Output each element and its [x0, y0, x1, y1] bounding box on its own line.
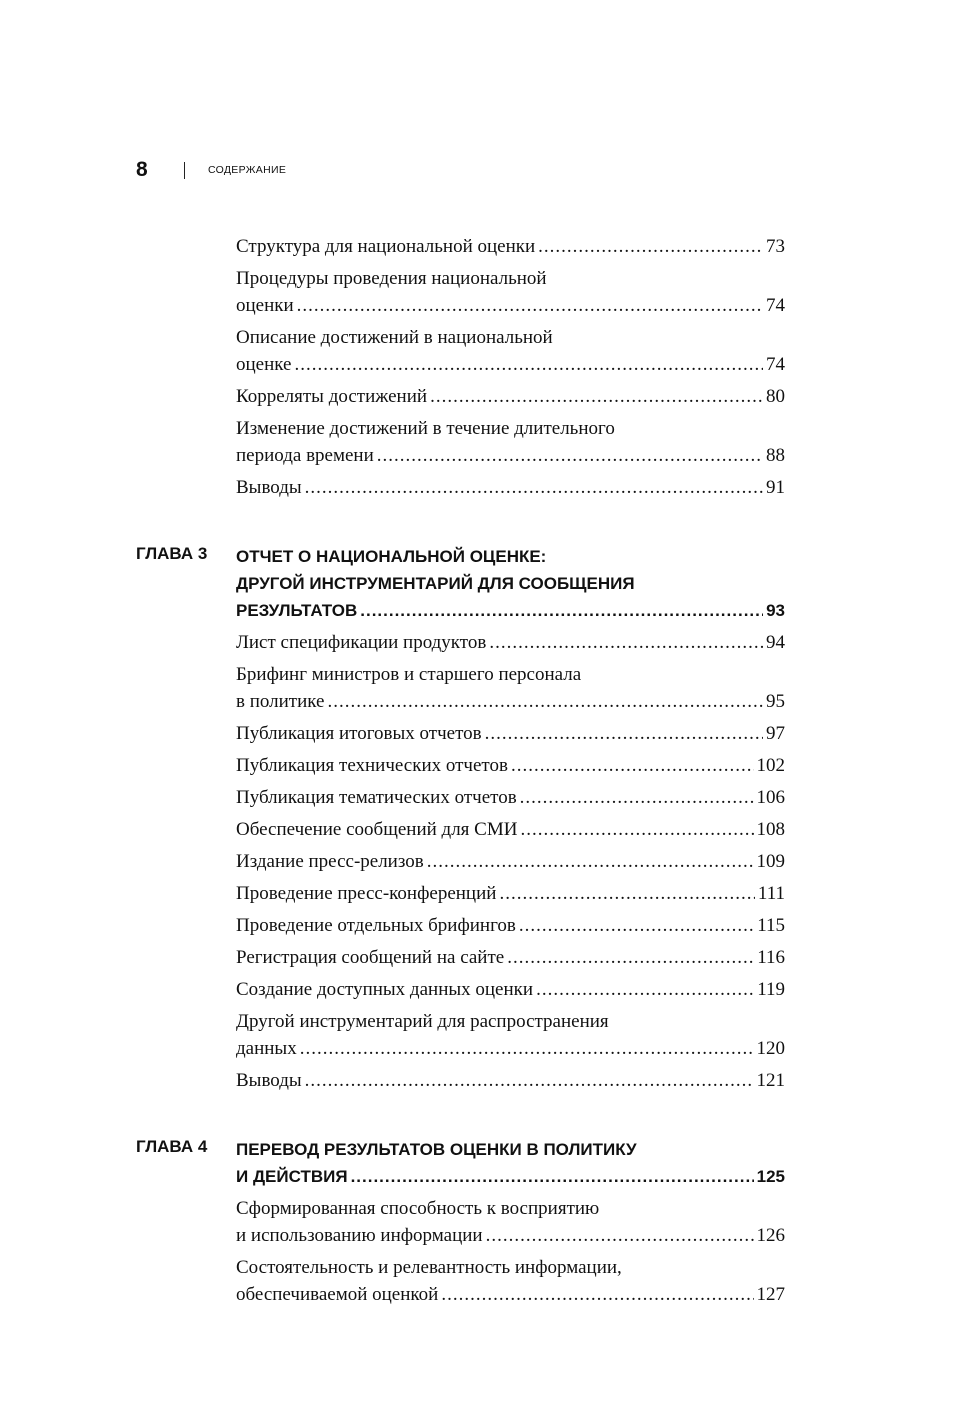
page-ref: 125 [756, 1167, 785, 1186]
header-divider [184, 162, 185, 179]
dot-leader [489, 629, 763, 656]
page-ref: 74 [766, 295, 785, 316]
toc-entry [236, 263, 785, 322]
chapter-block [0, 1134, 975, 1311]
running-head [136, 155, 286, 185]
page-ref: 126 [756, 1225, 785, 1246]
toc-entry-last-line [236, 383, 785, 410]
toc-entry-last-line [236, 816, 785, 843]
page-ref: 127 [756, 1284, 785, 1305]
chapter-title-text: РЕЗУЛЬТАТОВ [236, 601, 358, 620]
dot-leader [430, 383, 763, 410]
toc-entry-text: в политике [236, 691, 325, 712]
page-ref: 95 [766, 691, 785, 712]
page-ref: 108 [756, 819, 785, 840]
dot-leader [485, 720, 763, 747]
toc-entry [236, 381, 785, 413]
dot-leader [305, 474, 763, 501]
chapter-title-text: И ДЕЙСТВИЯ [236, 1167, 348, 1186]
section-title: СОДЕРЖАНИЕ [208, 164, 287, 176]
page-ref: 115 [757, 915, 785, 936]
toc-entry-text: Публикация тематических отчетов [236, 787, 517, 808]
page-ref: 91 [766, 477, 785, 498]
page-ref: 74 [766, 354, 785, 375]
chapter-title-last-line [236, 1163, 785, 1190]
toc-entry [236, 718, 785, 750]
toc-entry-text: Выводы [236, 477, 302, 498]
toc-entry-last-line [236, 944, 785, 971]
toc-entry-line: Брифинг министров и старшего персонала [236, 664, 582, 685]
toc-entry-last-line [236, 912, 785, 939]
toc-entry [236, 910, 785, 942]
chapter-label: ГЛАВА 3 [136, 544, 208, 563]
chapter-title [236, 541, 785, 627]
toc-entry-line: Процедуры проведения национальной [236, 268, 547, 289]
dot-leader [297, 292, 763, 319]
dot-leader [441, 1281, 753, 1308]
page-ref: 119 [757, 979, 785, 1000]
toc-entry-last-line [236, 1281, 785, 1308]
toc-entry [236, 1006, 785, 1065]
page-ref: 93 [766, 601, 785, 620]
dot-leader [507, 944, 754, 971]
toc-entry [236, 814, 785, 846]
page-ref: 80 [766, 386, 785, 407]
dot-leader [520, 816, 753, 843]
toc-entry-text: данных [236, 1038, 297, 1059]
toc-entry [236, 846, 785, 878]
page-ref: 116 [757, 947, 785, 968]
toc-entry [236, 750, 785, 782]
toc-entry-line: Сформированная способность к восприятию [236, 1198, 600, 1219]
toc-entry [236, 472, 785, 504]
toc-entry [236, 1252, 785, 1311]
dot-leader [377, 442, 763, 469]
page-ref: 94 [766, 632, 785, 653]
dot-leader [538, 233, 763, 260]
dot-leader [360, 597, 763, 624]
dot-leader [486, 1222, 754, 1249]
toc-entry-line: Состоятельность и релевантность информации, [236, 1257, 622, 1278]
toc-entry-last-line [236, 720, 785, 747]
toc-entry [236, 974, 785, 1006]
dot-leader [536, 976, 754, 1003]
dot-leader [519, 912, 754, 939]
page-ref: 111 [757, 883, 785, 904]
dot-leader [351, 1163, 754, 1190]
toc-entry-last-line [236, 292, 785, 319]
toc-entry-text: оценке [236, 354, 292, 375]
page-ref: 106 [756, 787, 785, 808]
toc-entry-text: Структура для национальной оценки [236, 236, 536, 257]
dot-leader [520, 784, 754, 811]
page-ref: 97 [766, 723, 785, 744]
chapter-label: ГЛАВА 4 [136, 1137, 208, 1156]
dot-leader [511, 752, 754, 779]
toc-entry-last-line [236, 474, 785, 501]
toc-entry-last-line [236, 1067, 785, 1094]
page-ref: 88 [766, 445, 785, 466]
toc-entry-text: Публикация технических отчетов [236, 755, 508, 776]
dot-leader [427, 848, 754, 875]
toc-entry-last-line [236, 752, 785, 779]
chapter-title-line: ДРУГОЙ ИНСТРУМЕНТАРИЙ ДЛЯ СООБЩЕНИЯ [236, 574, 635, 593]
page-number: 8 [136, 158, 148, 181]
toc-entry-last-line [236, 629, 785, 656]
toc-entry-line: Изменение достижений в течение длительного [236, 418, 615, 439]
chapter-block [0, 541, 975, 1097]
toc-entry [236, 782, 785, 814]
chapter-title [236, 1134, 785, 1193]
toc-entry-last-line [236, 442, 785, 469]
page-ref: 109 [756, 851, 785, 872]
toc-entry-line: Другой инструментарий для распространения [236, 1011, 609, 1032]
page-ref: 102 [756, 755, 785, 776]
dot-leader [294, 351, 763, 378]
toc-entry-last-line [236, 848, 785, 875]
page-ref: 121 [756, 1070, 785, 1091]
toc-entry [236, 659, 785, 718]
chapter-title-last-line [236, 597, 785, 624]
toc-entry [236, 878, 785, 910]
toc-entry-text: Издание пресс-релизов [236, 851, 424, 872]
toc-entry-last-line [236, 784, 785, 811]
toc-entry-text: обеспечиваемой оценкой [236, 1284, 439, 1305]
toc-entry-text: Выводы [236, 1070, 302, 1091]
toc-entry-text: периода времени [236, 445, 374, 466]
toc-entry-last-line [236, 351, 785, 378]
toc-entry [236, 1193, 785, 1252]
chapter-title-line: ПЕРЕВОД РЕЗУЛЬТАТОВ ОЦЕНКИ В ПОЛИТИКУ [236, 1140, 637, 1159]
toc-entry-line: Описание достижений в национальной [236, 327, 553, 348]
page-ref: 120 [756, 1038, 785, 1059]
intro-entries [0, 231, 975, 504]
toc-entry [236, 231, 785, 263]
dot-leader [499, 880, 754, 907]
toc-entry-last-line [236, 1222, 785, 1249]
toc-entry-text: Корреляты достижений [236, 386, 428, 407]
toc-entry-last-line [236, 688, 785, 715]
dot-leader [300, 1035, 754, 1062]
toc-entry-text: Регистрация сообщений на сайте [236, 947, 505, 968]
toc-entry-text: оценки [236, 295, 294, 316]
toc-entry-text: Публикация итоговых отчетов [236, 723, 482, 744]
dot-leader [327, 688, 763, 715]
dot-leader [305, 1067, 754, 1094]
toc-entry [236, 413, 785, 472]
toc-entry-text: Создание доступных данных оценки [236, 979, 534, 1000]
toc-entry-text: Проведение пресс-конференций [236, 883, 497, 904]
toc-entry-text: Обеспечение сообщений для СМИ [236, 819, 518, 840]
page-ref: 73 [766, 236, 785, 257]
table-of-contents [0, 231, 975, 1311]
toc-entry-text: Лист спецификации продуктов [236, 632, 487, 653]
toc-entry-last-line [236, 1035, 785, 1062]
toc-entry-last-line [236, 880, 785, 907]
toc-entry-text: и использованию информации [236, 1225, 483, 1246]
toc-entry [236, 1065, 785, 1097]
toc-entry [236, 627, 785, 659]
toc-entry-text: Проведение отдельных брифингов [236, 915, 516, 936]
toc-entry [236, 322, 785, 381]
toc-entry-last-line [236, 233, 785, 260]
toc-entry [236, 942, 785, 974]
chapter-title-line: ОТЧЕТ О НАЦИОНАЛЬНОЙ ОЦЕНКЕ: [236, 547, 547, 566]
toc-entry-last-line [236, 976, 785, 1003]
